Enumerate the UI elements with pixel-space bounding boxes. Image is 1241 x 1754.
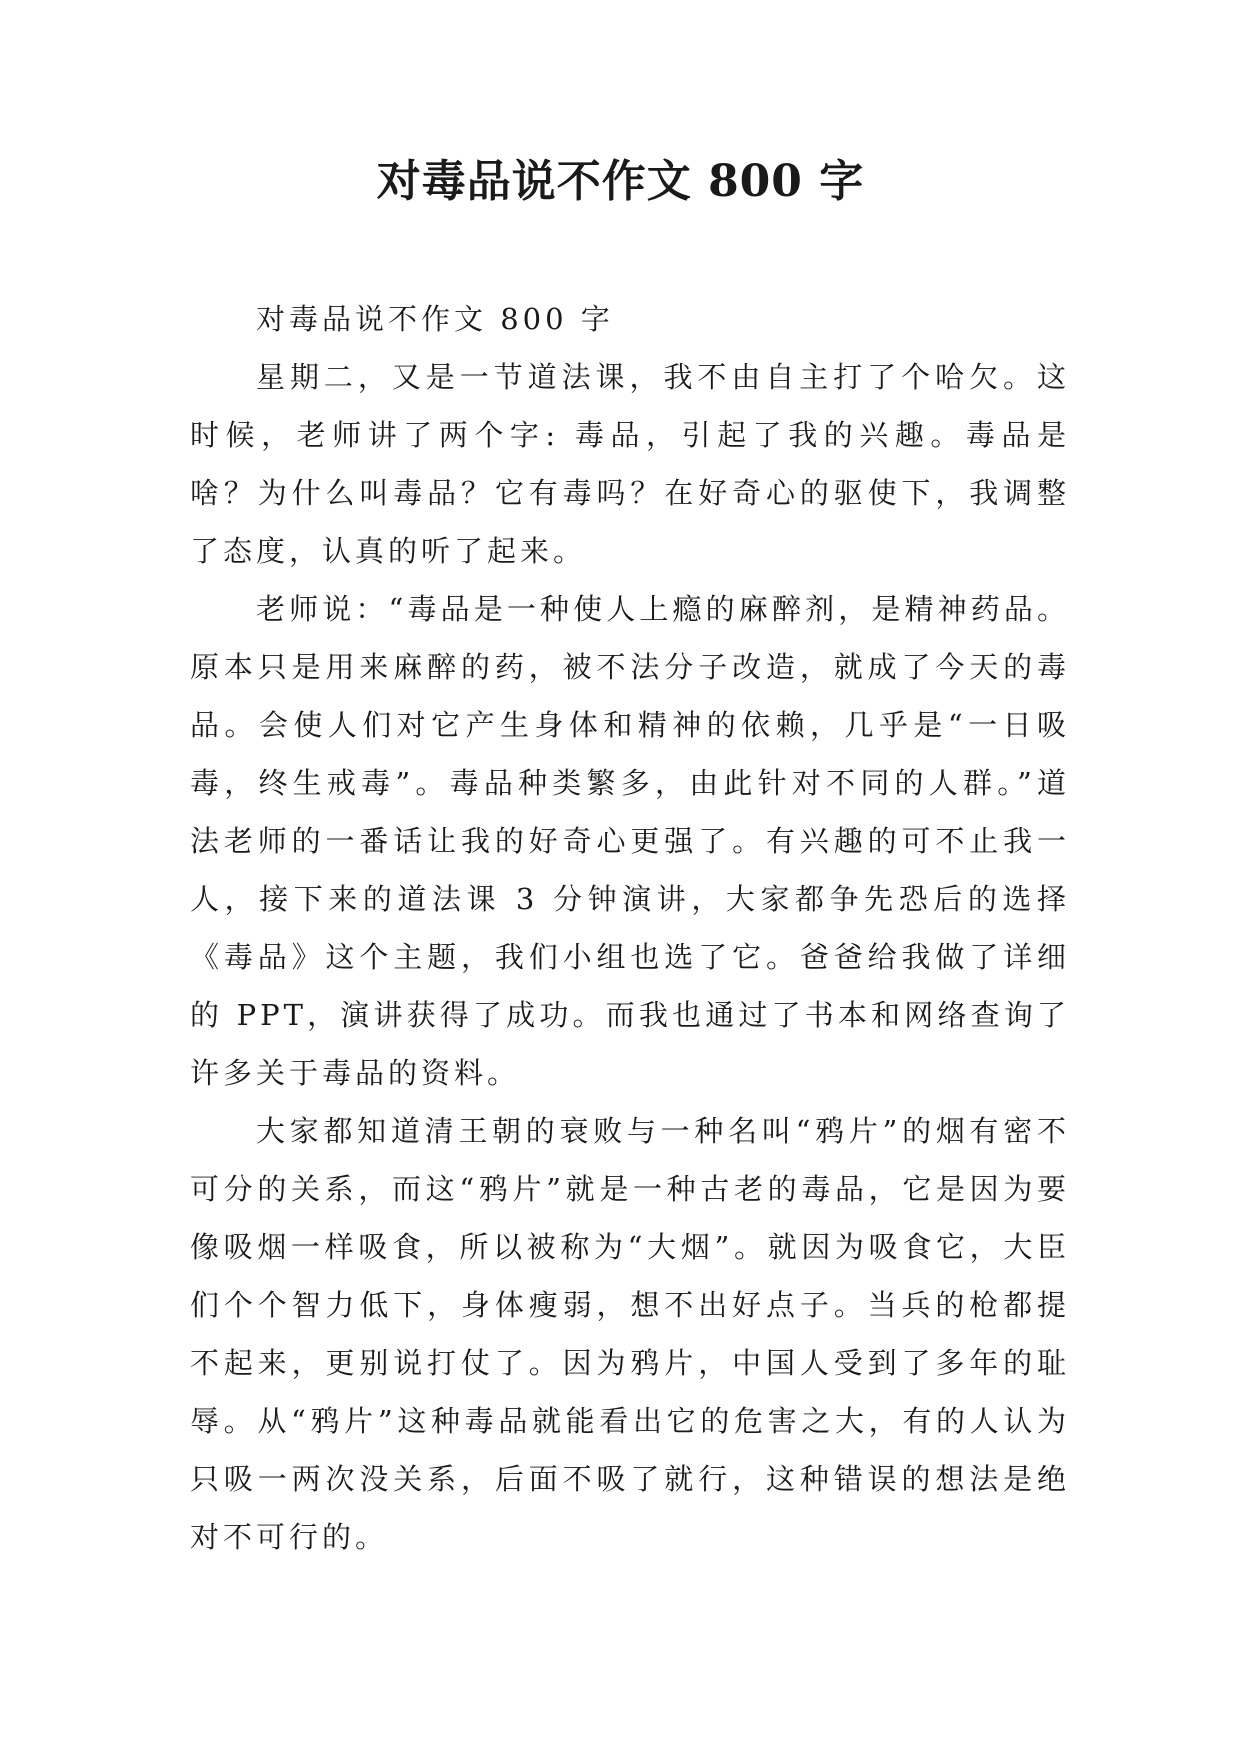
paragraph-1: 星期二，又是一节道法课，我不由自主打了个哈欠。这时候，老师讲了两个字: 毒品，引起了我的兴趣。毒品是啥？为什么叫毒品？它有毒吗？在好奇心的驱使下，我调整了态度，认真的听了起来。 (190, 360, 1070, 568)
paragraph-3: 大家都知道清王朝的衰败与一种名叫“鸦片”的烟有密不可分的关系，而这“鸦片”就是一种古老的毒品，它是因为要像吸烟一样吸食，所以被称为“大烟”。就因为吸食它，大臣们个个智力低下，身体瘦弱，想不出好点子。当兵的枪都提不起来，更别说打仗了。因为鸦片，中国人受到了多年的耻辱。从“鸦片”这种毒品就能看出它的危害之大，有的人认为只吸一两次没关系，后面不吸了就行，这种错误的想法是绝对不可行的。 (190, 1114, 1070, 1554)
paragraph-2: 老师说：“毒品是一种使人上瘾的麻醉剂，是精神药品。原本只是用来麻醉的药，被不法分子改造，就成了今天的毒品。会使人们对它产生身体和精神的依赖，几乎是“一日吸毒，终生戒毒”。毒品种类繁多，由此针对不同的人群。”道法老师的一番话让我的好奇心更强了。有兴趣的可不止我一人，接下来的道法课 3 分钟演讲，大家都争先恐后的选择《毒品》这个主题，我们小组也选了它。爸爸给我做了详细的 PPT，演讲获得了成功。而我也通过了书本和网络查询了许多关于毒品的资料。 (190, 592, 1070, 1090)
document-body (190, 290, 1070, 1566)
document-title: 对毒品说不作文 800 字 (376, 156, 865, 207)
paragraph-subtitle: 对毒品说不作文 800 字 (256, 302, 614, 336)
